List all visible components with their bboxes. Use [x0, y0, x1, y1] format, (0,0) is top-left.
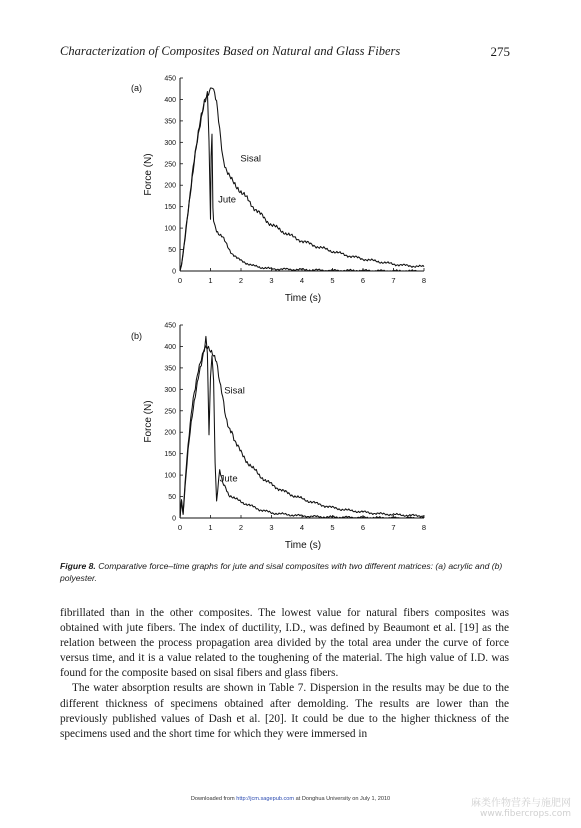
series-line-jute [180, 92, 424, 272]
running-title: Characterization of Composites Based on Natural and Glass Fibers [60, 44, 401, 58]
y-tick-label: 350 [164, 118, 176, 126]
x-axis-label: Time (s) [284, 293, 322, 304]
series-line-sisal [180, 88, 424, 271]
y-tick-label: 400 [164, 343, 176, 351]
y-tick-label: 350 [164, 365, 176, 373]
y-tick-label: 300 [164, 386, 176, 394]
x-axis-label: Time (s) [284, 540, 322, 551]
x-tick-label: 0 [177, 276, 183, 285]
y-tick-label: 150 [164, 451, 176, 459]
x-tick-label: 6 [360, 523, 366, 532]
y-tick-label: 250 [164, 161, 176, 169]
y-tick-label: 100 [164, 225, 176, 233]
x-tick-label: 6 [360, 276, 366, 285]
x-tick-label: 2 [238, 276, 244, 285]
x-tick-label: 8 [421, 523, 427, 532]
watermark-line-2: www.fibercrops.com [480, 809, 571, 819]
series-annotation-sisal: Sisal [240, 153, 261, 165]
y-tick-label: 200 [164, 429, 176, 437]
x-tick-label: 1 [208, 523, 213, 532]
body-text [60, 606, 509, 742]
series-annotation-jute: Jute [219, 473, 238, 485]
y-axis-label: Force (N) [143, 400, 154, 443]
page-number: 275 [490, 44, 510, 59]
y-tick-label: 200 [164, 182, 176, 190]
body-paragraph: fibrillated than in the other composites. The lowest value for natural fibers composites was obtained with jute fibers. The index of ductility, I.D., was defined by Beaumont et al. [19] as the relation between the process propagation area divided by the total area under the curve of force versus time, and it is a value related to the toughening of the material. The high value of I.D. was found for the composite based on sisal fibers and glass fibers. [60, 607, 509, 680]
watermark-line-1: 麻类作物营养与施肥网 [471, 798, 571, 809]
x-tick-label: 3 [269, 523, 274, 532]
x-tick-label: 4 [299, 276, 305, 285]
x-tick-label: 1 [208, 276, 213, 285]
chart-panel-a [131, 76, 426, 305]
x-tick-label: 7 [391, 276, 396, 285]
panel-label: (a) [131, 83, 142, 93]
figure-caption [60, 560, 512, 584]
y-tick-label: 300 [164, 139, 176, 147]
y-axis-label: Force (N) [143, 153, 154, 196]
y-tick-label: 450 [164, 322, 176, 330]
x-tick-label: 2 [238, 523, 244, 532]
y-tick-label: 0 [172, 268, 176, 276]
site-watermark [471, 798, 571, 820]
x-tick-label: 4 [299, 523, 305, 532]
y-tick-label: 100 [164, 472, 176, 480]
y-tick-label: 150 [164, 204, 176, 212]
x-tick-label: 0 [177, 523, 183, 532]
x-tick-label: 3 [269, 276, 274, 285]
y-tick-label: 250 [164, 408, 176, 416]
figure-caption-label: Figure 8. [60, 561, 96, 571]
y-tick-label: 0 [172, 515, 176, 523]
chart-panel-b [131, 323, 426, 552]
x-tick-label: 5 [330, 276, 335, 285]
footer-prefix: Downloaded from [190, 796, 237, 802]
footer-suffix: at Donghua University on July 1, 2010 [294, 796, 391, 802]
y-tick-label: 50 [168, 494, 176, 502]
y-tick-label: 50 [168, 247, 176, 255]
x-tick-label: 5 [330, 523, 335, 532]
panel-label: (b) [131, 331, 142, 341]
x-tick-label: 8 [421, 276, 427, 285]
body-paragraph: The water absorption results are shown in Table 7. Dispersion in the results may be due to the different thickness of specimens obtained after demolding. The results are lower than the previously published values of Dash et al. [20]. It could be due to the higher thickness of the specimens used and the short time for which they were immersed in [60, 682, 509, 740]
figure-caption-text: Comparative force–time graphs for jute and sisal composites with two different matrices: (a) acrylic and (b) polyester. [60, 561, 503, 583]
y-tick-label: 450 [164, 75, 176, 83]
series-annotation-sisal: Sisal [224, 385, 245, 397]
series-annotation-jute: Jute [218, 194, 237, 206]
y-tick-label: 400 [164, 96, 176, 104]
x-tick-label: 7 [391, 523, 396, 532]
footer-link[interactable]: http://jcm.sagepub.com [236, 796, 295, 802]
